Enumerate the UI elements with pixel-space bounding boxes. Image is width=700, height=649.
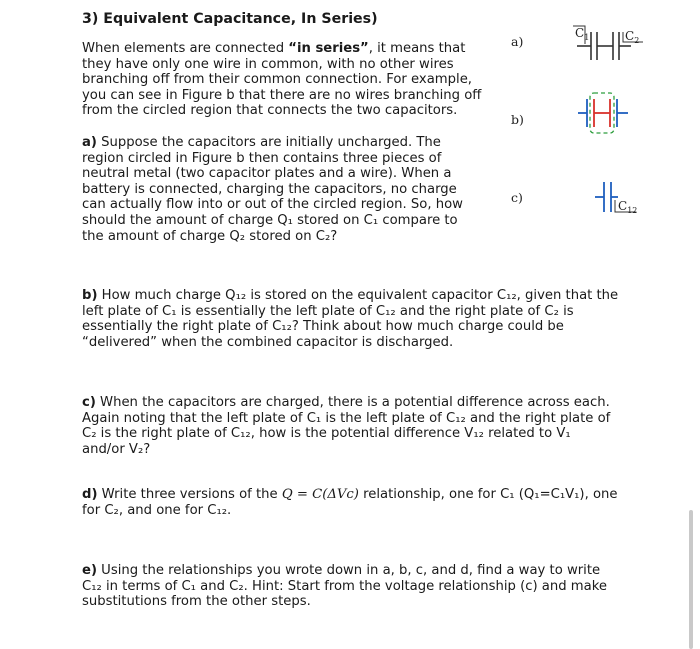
part-a-question: a) Suppose the capacitors are initially uncharged. The region circled in Figure b then contains three pieces of neutral metal (two capacitor plates and a wire). When a battery is connected, charging the capacitors, no charge can actually flow into or out of the circled region. So, how should the amount of charge Q₁ stored on C₁ compare to the amount of charge Q₂ stored on C₂? — [82, 135, 463, 244]
part-c-question: c) When the capacitors are charged, there is a potential difference across each. Again noting that the left plate of C₁ is the left plate of C₁₂ and the right plate of C₂ is the right plate of C₁₂, how is the potential difference V₁₂ related to V₁ and/or V₂? — [82, 395, 611, 457]
figure-a-label: a) — [511, 34, 524, 49]
figure-b-circled-region — [565, 88, 685, 138]
section-heading: 3) Equivalent Capacitance, In Series) — [82, 11, 378, 27]
q-equals-c-delta-v-formula: Q = C(ΔVᴄ) — [281, 487, 359, 502]
part-b-question: b) How much charge Q₁₂ is stored on the equivalent capacitor C₁₂, given that the left plate of C₁ is essentially the left plate of C₁₂ and the right plate of C₂ is essentially the right plate of C₁₂? Think about how much charge could be “delivered” when the combined capacitor is discharged. — [82, 288, 619, 350]
figure-c-equivalent-capacitor — [590, 172, 680, 222]
part-e-question: e) Using the relationships you wrote down in a, b, c, and d, find a way to write C₁₂ in terms of C₁ and C₂. Hint: Start from the voltage relationship (c) and make substitutions from the other steps. — [82, 563, 608, 610]
figure-a-c2-label: $C_2$ — [625, 29, 640, 45]
figure-a-c1-label: $C_1$ — [575, 26, 590, 42]
part-d-question: d) Write three versions of the Q = C(ΔVᴄ) relationship, one for C₁ (Q₁=C₁V₁), one for C₂, and one for C₁₂. — [82, 487, 618, 518]
intro-paragraph: When elements are connected “in series”, it means that they have only one wire in common, with no other wires branching off from their common connection. For example, you can see in Figure b that there are no wires branching off from the circled region that connects the two capacitors. — [82, 41, 482, 119]
figure-a-series-capacitors — [565, 20, 685, 68]
figure-c-label: c) — [511, 190, 523, 205]
figure-b-label: b) — [511, 112, 524, 127]
vertical-scrollbar[interactable] — [689, 510, 693, 649]
figure-c-c12-label: $C_{12}$ — [618, 199, 638, 215]
